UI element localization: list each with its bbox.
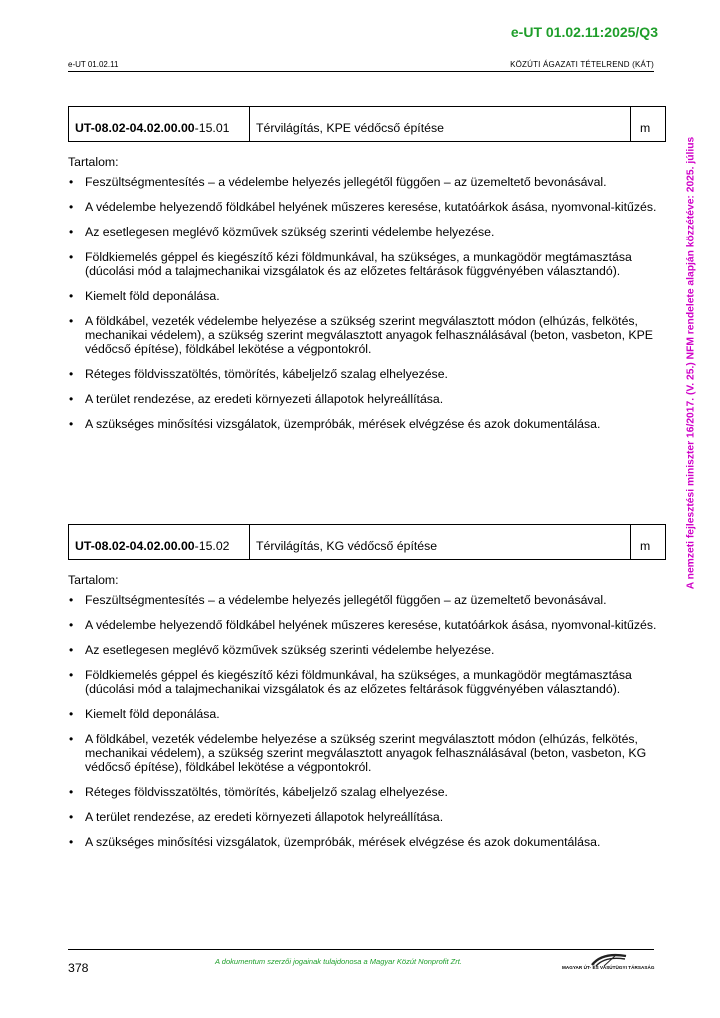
- item-unit: m: [631, 107, 666, 142]
- list-item: • Réteges földvisszatöltés, tömörítés, kábeljelző szalag elhelyezése.: [68, 367, 666, 381]
- list-item: • Az esetlegesen meglévő közművek szükség szerinti védelembe helyezése.: [68, 643, 666, 657]
- company-logo: [562, 951, 654, 973]
- list-item: • Kiemelt föld deponálása.: [68, 289, 666, 303]
- item-code-bold: UT-08.02-04.02.00.00: [75, 539, 195, 553]
- header-right-label: KÖZÚTI ÁGAZATI TÉTELREND (KÁT): [510, 60, 654, 69]
- header-divider: [68, 71, 654, 72]
- item-section-1: [68, 106, 666, 442]
- vertical-publication-note: [681, 95, 701, 630]
- list-item: • Feszültségmentesítés – a védelembe helyezés jellegétől függően – az üzemeltető bevonásával.: [68, 593, 666, 607]
- list-item: • Réteges földvisszatöltés, tömörítés, kábeljelző szalag elhelyezése.: [68, 785, 666, 799]
- document-code: e-UT 01.02.11:2025/Q3: [510, 24, 658, 40]
- item-code-suffix: -15.02: [194, 539, 230, 553]
- list-item: • Feszültségmentesítés – a védelembe helyezés jellegétől függően – az üzemeltető bevonásával.: [68, 175, 666, 189]
- item-unit: m: [631, 525, 666, 560]
- item-title: Térvilágítás, KG védőcső építése: [250, 525, 631, 560]
- item-code-cell: [69, 107, 250, 142]
- item-header-table: [68, 106, 666, 142]
- item-title: Térvilágítás, KPE védőcső építése: [250, 107, 631, 142]
- publication-note-text: A nemzeti fejlesztési miniszter 16/2017. (V. 25.) NFM rendelete alapján közzétéve: 2025. július: [685, 136, 697, 589]
- contents-list: [68, 593, 666, 849]
- item-code-bold: UT-08.02-04.02.00.00: [75, 121, 195, 135]
- page-number: 378: [68, 961, 89, 975]
- list-item: • Az esetlegesen meglévő közművek szükség szerinti védelembe helyezése.: [68, 225, 666, 239]
- list-item: • A terület rendezése, az eredeti környezeti állapotok helyreállítása.: [68, 392, 666, 406]
- list-item: • A védelembe helyezendő földkábel helyének műszeres keresése, kutatóárkok ásása, nyomvonal-kitűzés.: [68, 618, 666, 632]
- item-section-2: [68, 524, 666, 860]
- list-item: • A védelembe helyezendő földkábel helyének műszeres keresése, kutatóárkok ásása, nyomvonal-kitűzés.: [68, 200, 666, 214]
- item-code-cell: [69, 525, 250, 560]
- copyright-note: A dokumentum szerzői jogainak tulajdonosa a Magyar Közút Nonprofit Zrt.: [215, 957, 462, 966]
- list-item: • A földkábel, vezeték védelembe helyezése a szükség szerint megválasztott módon (elhúzás, felkötés, mechanikai védelem), a szükség szerint megválasztott anyagok felhasználásával (beton, vasbeton, KG védőcső építése), földkábel lekötése a végpontokról.: [68, 732, 666, 774]
- list-item: • A szükséges minősítési vizsgálatok, üzempróbák, mérések elvégzése és azok dokumentálása.: [68, 835, 666, 849]
- list-item: • Földkiemelés géppel és kiegészítő kézi földmunkával, ha szükséges, a munkagödör megtámasztása (dúcolási mód a talajmechanikai vizsgálatok és az előzetes feltárások függvényében választandó).: [68, 668, 666, 696]
- footer-divider: [68, 949, 654, 950]
- item-code-suffix: -15.01: [194, 121, 230, 135]
- contents-label: Tartalom:: [68, 155, 119, 169]
- list-item: • A terület rendezése, az eredeti környezeti állapotok helyreállítása.: [68, 810, 666, 824]
- header-left-label: e-UT 01.02.11: [68, 60, 119, 69]
- list-item: • A földkábel, vezeték védelembe helyezése a szükség szerint megválasztott módon (elhúzás, felkötés, mechanikai védelem), a szükség szerint megválasztott anyagok felhasználásával (beton, vasbeton, KPE védőcső építése), földkábel lekötése a végpontokról.: [68, 314, 666, 356]
- contents-list: [68, 175, 666, 431]
- item-header-table: [68, 524, 666, 560]
- list-item: • Kiemelt föld deponálása.: [68, 707, 666, 721]
- contents-label: Tartalom:: [68, 573, 119, 587]
- list-item: • A szükséges minősítési vizsgálatok, üzempróbák, mérések elvégzése és azok dokumentálása.: [68, 417, 666, 431]
- logo-text: MAGYAR ÚT- ÉS VASÚTÜGYI TÁRSASÁG: [562, 965, 655, 970]
- list-item: • Földkiemelés géppel és kiegészítő kézi földmunkával, ha szükséges, a munkagödör megtámasztása (dúcolási mód a talajmechanikai vizsgálatok és az előzetes feltárások függvényében választandó).: [68, 250, 666, 278]
